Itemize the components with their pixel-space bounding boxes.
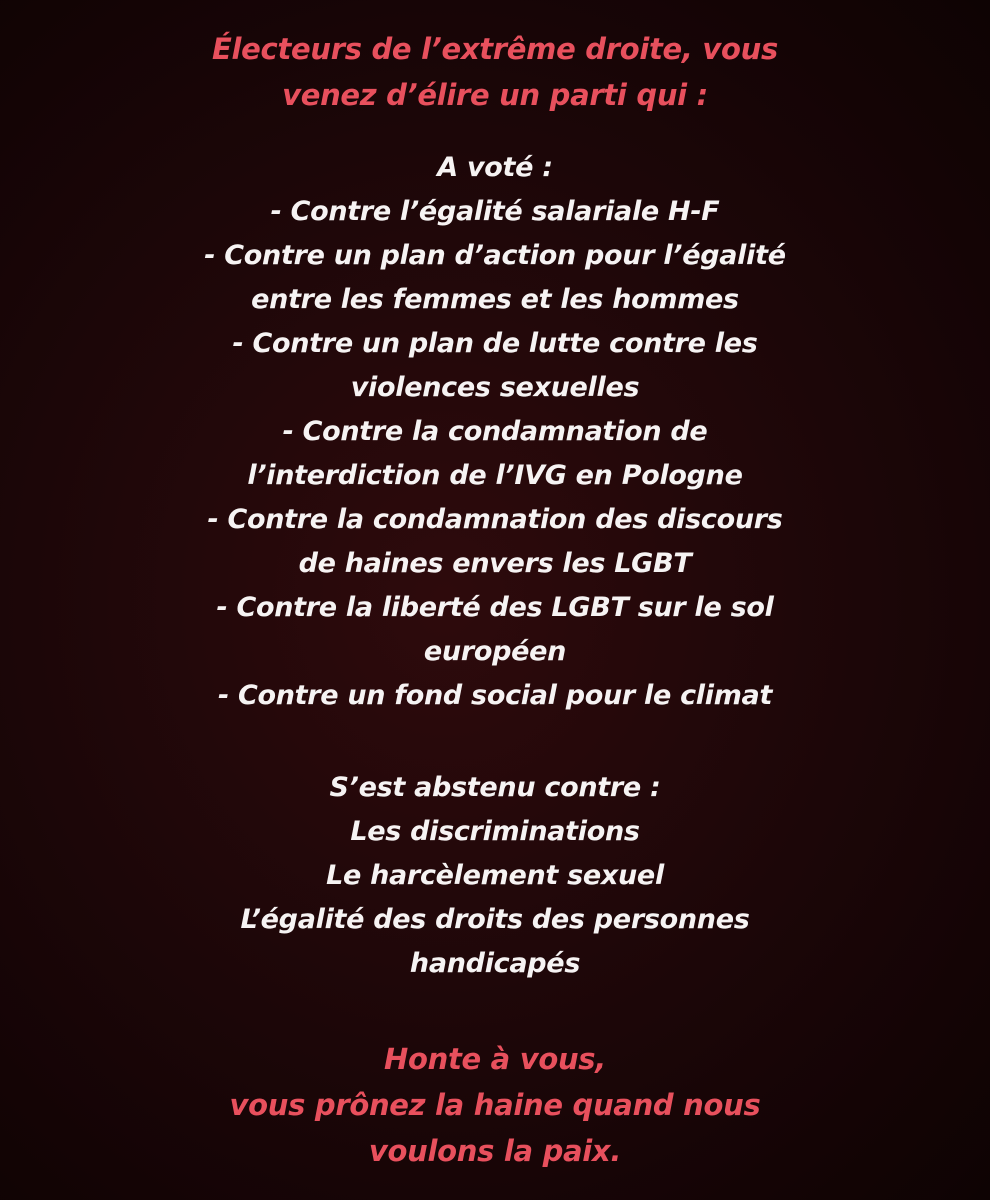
voted-line: européen <box>423 636 567 667</box>
voted-line: - Contre un plan d’action pour l’égalité <box>204 240 786 271</box>
title-block <box>0 26 990 118</box>
abstained-heading: S’est abstenu contre : <box>329 772 661 803</box>
voted-section <box>0 146 990 718</box>
voted-line: de haines envers les LGBT <box>298 548 692 579</box>
abstained-line: handicapés <box>409 948 581 979</box>
voted-line: entre les femmes et les hommes <box>251 284 739 315</box>
title-line: Électeurs de l’extrême droite, vous <box>212 32 778 66</box>
closing-line: vous prônez la haine quand nous <box>229 1088 761 1122</box>
closing-line: Honte à vous, <box>384 1042 606 1076</box>
abstained-line: Les discriminations <box>350 816 640 847</box>
voted-line: - Contre la condamnation des discours <box>207 504 783 535</box>
voted-line: l’interdiction de l’IVG en Pologne <box>247 460 743 491</box>
title-line: venez d’élire un parti qui : <box>282 78 708 112</box>
voted-line: - Contre l’égalité salariale H-F <box>270 196 720 227</box>
voted-line: - Contre un plan de lutte contre les <box>232 328 758 359</box>
closing-block <box>0 1036 990 1174</box>
closing-line: voulons la paix. <box>368 1134 622 1168</box>
voted-line: - Contre la liberté des LGBT sur le sol <box>216 592 774 623</box>
voted-line: - Contre la condamnation de <box>282 416 708 447</box>
abstained-line: Le harcèlement sexuel <box>326 860 664 891</box>
voted-line: violences sexuelles <box>350 372 640 403</box>
voted-heading: A voté : <box>437 152 553 183</box>
abstained-section <box>0 766 990 986</box>
voted-line: - Contre un fond social pour le climat <box>217 680 773 711</box>
abstained-line: L’égalité des droits des personnes <box>240 904 750 935</box>
